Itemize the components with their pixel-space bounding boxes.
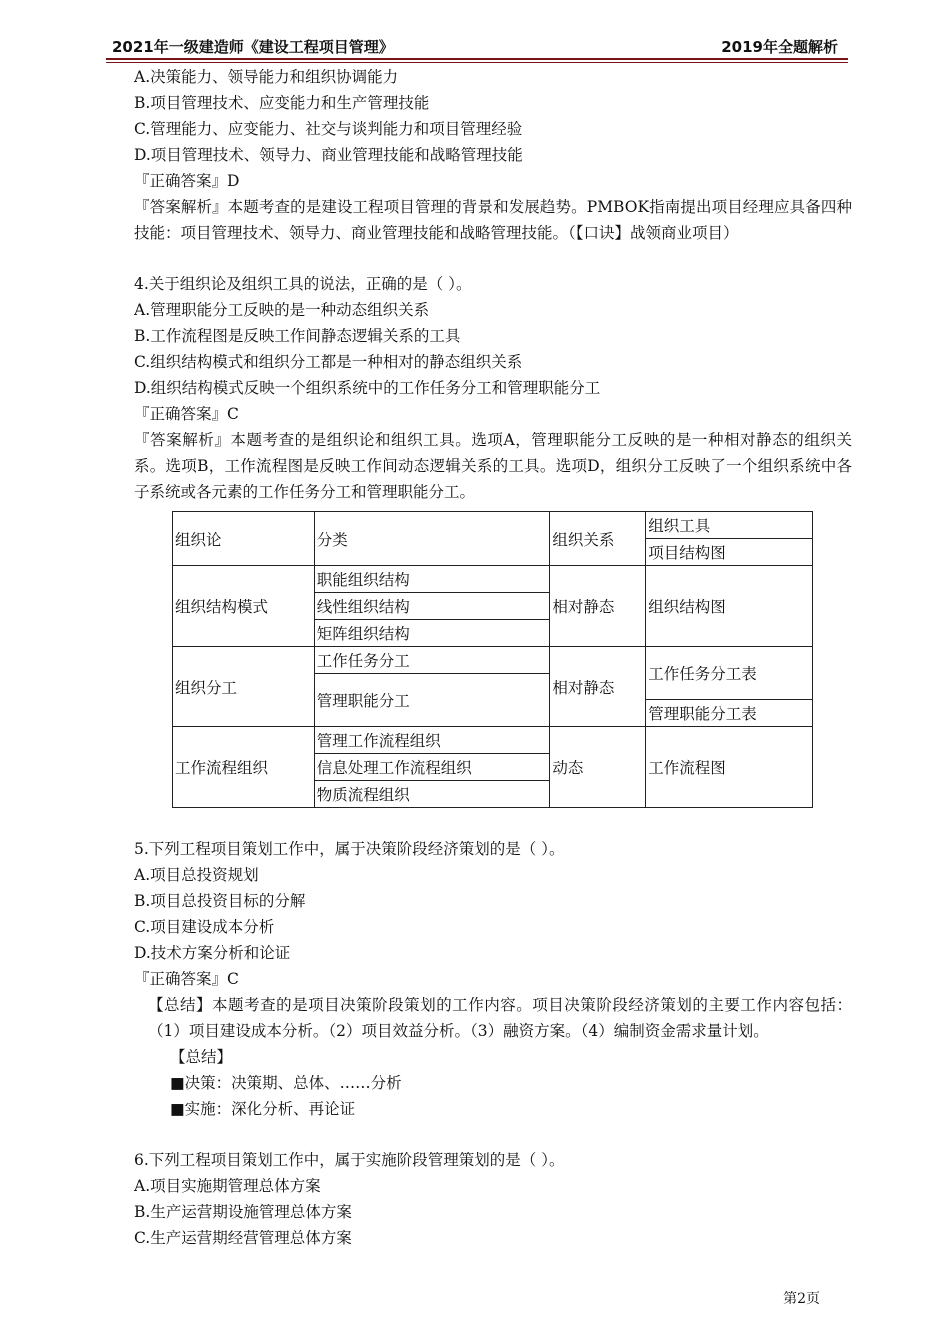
q3-option-c: C.管理能力、应变能力、社交与谈判能力和项目管理经验 [134,120,523,138]
header-title: 2021年一级建造师《建设工程项目管理》 [112,38,394,56]
q4-option-d: D.组织结构模式反映一个组织系统中的工作任务分工和管理职能分工 [134,379,601,397]
q6-stem: 6.下列工程项目策划工作中，属于实施阶段管理策划的是（ ）。 [134,1151,565,1169]
q4-explanation: 『答案解析』本题考查的是组织论和组织工具。选项A，管理职能分工反映的是一种相对静态的组织关系。选项B，工作流程图是反映工作间动态逻辑关系的工具。选项D，组织分工反映了一个组织系统中各子系统或各元素的工作任务分工和管理职能分工。 [134,431,852,501]
q5-summary-item: ■实施：深化分析、再论证 [170,1100,356,1118]
table-header-theory: 组织论 [173,512,315,566]
table-tool-cell: 管理职能分工表 [646,700,813,727]
header-subtitle: 2019年全题解析 [721,38,838,56]
q3-option-d: D.项目管理技术、领导力、商业管理技能和战略管理技能 [134,146,523,164]
header-rule [106,58,848,60]
table-tool-cell: 组织结构图 [646,566,813,647]
table-category-cell: 矩阵组织结构 [314,620,550,647]
table-header-tool: 组织工具 [646,512,813,539]
q4-option-b: B.工作流程图是反映工作间静态逻辑关系的工具 [134,327,461,345]
q3-explanation: 『答案解析』本题考查的是建设工程项目管理的背景和发展趋势。PMBOK指南提出项目经理应具备四种技能：项目管理技术、领导力、商业管理技能和战略管理技能。（【口诀】战领商业项目） [134,198,852,242]
page-header [106,34,846,56]
table-group-name: 组织结构模式 [173,566,315,647]
table-category-cell: 信息处理工作流程组织 [314,754,550,781]
q5-summary-title: 【总结】 [170,1048,233,1066]
q6-option-a: A.项目实施期管理总体方案 [134,1177,321,1195]
header-rule-thin [106,62,848,63]
page-content [134,64,852,1251]
q4-stem: 4.关于组织论及组织工具的说法，正确的是（ ）。 [134,275,472,293]
table-category-cell: 管理职能分工 [314,674,550,727]
table-group-name: 工作流程组织 [173,727,315,808]
table-category-cell: 物质流程组织 [314,781,550,808]
q5-option-c: C.项目建设成本分析 [134,918,275,936]
q5-stem: 5.下列工程项目策划工作中，属于决策阶段经济策划的是（ ）。 [134,840,565,858]
table-group-name: 组织分工 [173,647,315,727]
table-relation-cell: 动态 [550,727,646,808]
q3-option-b: B.项目管理技术、应变能力和生产管理技能 [134,94,430,112]
q4-option-a: A.管理职能分工反映的是一种动态组织关系 [134,301,430,319]
q3-option-a: A.决策能力、领导能力和组织协调能力 [134,68,399,86]
q4-option-c: C.组织结构模式和组织分工都是一种相对的静态组织关系 [134,353,523,371]
table-header-tool-2: 项目结构图 [646,539,813,566]
table-category-cell: 管理工作流程组织 [314,727,550,754]
q3-answer: 『正确答案』D [134,172,240,190]
table-header-relation: 组织关系 [550,512,646,566]
table-tool-cell: 工作流程图 [646,727,813,808]
table-category-cell: 线性组织结构 [314,593,550,620]
page-number: 第2页 [783,1291,820,1307]
q5-option-d: D.技术方案分析和论证 [134,944,291,962]
q6-option-b: B.生产运营期设施管理总体方案 [134,1203,352,1221]
table-header-category: 分类 [314,512,550,566]
q5-summary-item: ■决策：决策期、总体、……分析 [170,1074,402,1092]
q5-summary: 【总结】本题考查的是项目决策阶段策划的工作内容。项目决策阶段经济策划的主要工作内容包括：（1）项目建设成本分析。（2）项目效益分析。（3）融资方案。（4）编制资金需求量计划。 [148,996,852,1040]
table-category-cell: 工作任务分工 [314,647,550,674]
table-relation-cell: 相对静态 [550,566,646,647]
table-category-cell: 职能组织结构 [314,566,550,593]
q6-option-c: C.生产运营期经营管理总体方案 [134,1229,352,1247]
q4-answer: 『正确答案』C [134,405,239,423]
organization-table [172,511,813,808]
table-tool-cell: 工作任务分工表 [646,647,813,700]
q5-answer: 『正确答案』C [134,970,239,988]
q5-option-b: B.项目总投资目标的分解 [134,892,306,910]
q5-option-a: A.项目总投资规划 [134,866,259,884]
table-relation-cell: 相对静态 [550,647,646,727]
